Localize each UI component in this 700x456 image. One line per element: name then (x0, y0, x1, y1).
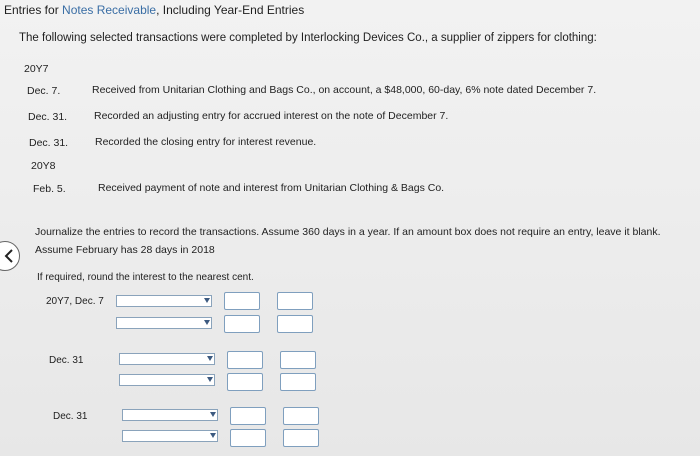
entry-date-label: Dec. 31 (49, 355, 84, 366)
instructions-text: Journalize the entries to record the transactions. Assume 360 days in a year. If an amount box does not require an entry, leave it blank. Assume February has 28 days in 2018 (35, 226, 661, 256)
transaction-text: Received from Unitarian Clothing and Bags Co., on account, a $48,000, 60-day, 6% note dated December 7. (92, 84, 597, 96)
entry-date-label: Dec. 31 (53, 411, 88, 422)
entry-date-label: 20Y7, Dec. 7 (46, 296, 104, 307)
dropdown-arrow-icon (210, 412, 216, 417)
transaction-date: Dec. 31. (29, 137, 69, 149)
dropdown-arrow-icon (204, 320, 210, 325)
transaction-date: Dec. 31. (28, 111, 68, 123)
dropdown-arrow-icon (204, 298, 210, 303)
transaction-date: Feb. 5. (33, 183, 66, 195)
transaction-text: Recorded an adjusting entry for accrued interest on the note of December 7. (94, 110, 449, 122)
debit-amount-input[interactable] (224, 315, 260, 333)
transaction-date: Dec. 7. (27, 85, 61, 97)
debit-amount-input[interactable] (224, 292, 260, 310)
year-heading-20y7: 20Y7 (24, 63, 49, 75)
credit-amount-input[interactable] (277, 292, 313, 310)
credit-amount-input[interactable] (280, 351, 316, 369)
back-button[interactable] (0, 241, 20, 271)
account-select[interactable] (122, 409, 218, 421)
page-title (4, 3, 304, 17)
title-suffix: , Including Year-End Entries (156, 3, 305, 17)
notes-receivable-link[interactable]: Notes Receivable (62, 3, 157, 17)
chevron-left-icon (4, 249, 14, 263)
credit-amount-input[interactable] (283, 407, 319, 425)
transaction-text: Recorded the closing entry for interest revenue. (95, 136, 317, 148)
debit-amount-input[interactable] (227, 373, 263, 391)
title-prefix: Entries for (4, 3, 63, 17)
account-select[interactable] (119, 353, 215, 365)
account-select[interactable] (116, 317, 212, 329)
problem-intro: The following selected transactions were completed by Interlocking Devices Co., a supplier of zippers for clothing: (19, 32, 597, 44)
credit-amount-input[interactable] (283, 429, 319, 447)
dropdown-arrow-icon (207, 356, 213, 361)
credit-amount-input[interactable] (277, 315, 313, 333)
dropdown-arrow-icon (210, 433, 216, 438)
transaction-text: Received payment of note and interest from Unitarian Clothing & Bags Co. (98, 182, 445, 194)
account-select[interactable] (119, 374, 215, 386)
debit-amount-input[interactable] (230, 407, 266, 425)
account-select[interactable] (122, 430, 218, 442)
credit-amount-input[interactable] (280, 373, 316, 391)
dropdown-arrow-icon (207, 377, 213, 382)
debit-amount-input[interactable] (230, 429, 266, 447)
year-heading-20y8: 20Y8 (31, 160, 56, 172)
debit-amount-input[interactable] (227, 351, 263, 369)
account-select[interactable] (116, 295, 212, 307)
rounding-note: If required, round the interest to the nearest cent. (37, 272, 254, 283)
